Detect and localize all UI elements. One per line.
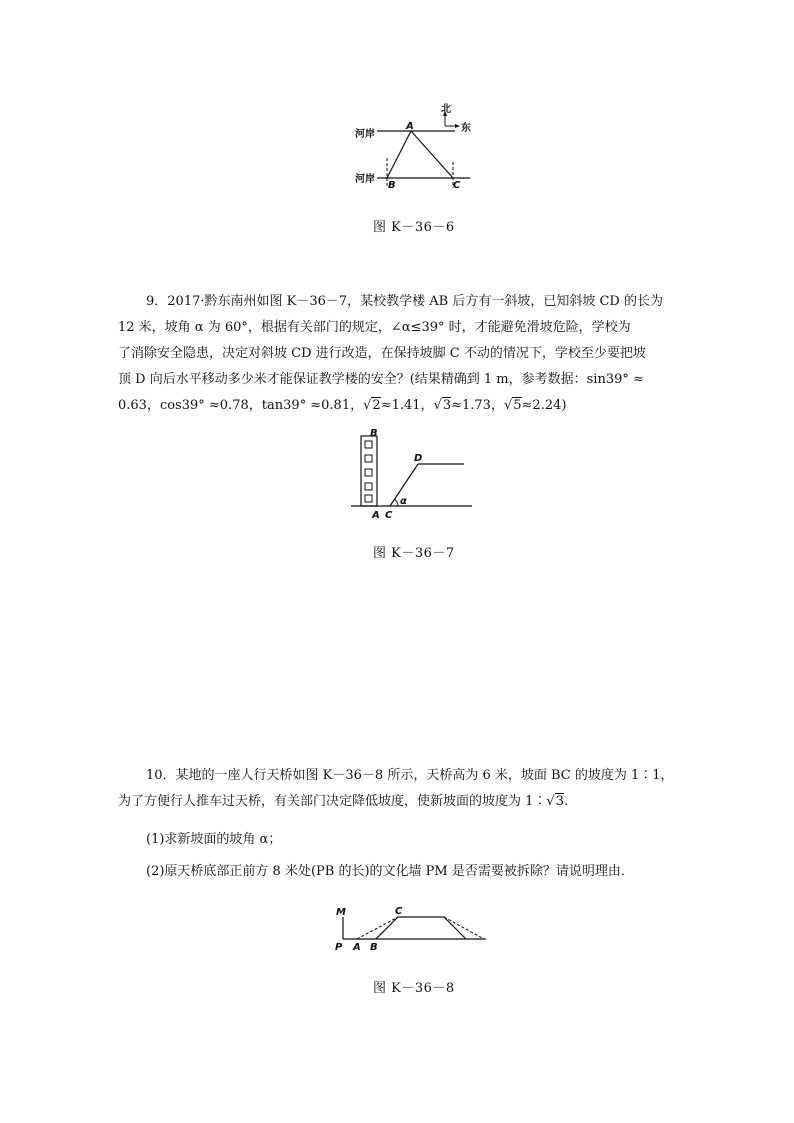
figure-k-36-7 <box>348 424 478 524</box>
new-slope-ac <box>357 917 398 939</box>
label-point-c: C <box>395 906 403 917</box>
slope-bc <box>376 917 398 939</box>
building-window <box>365 455 372 462</box>
figure-k-36-6 <box>355 100 495 195</box>
label-point-a: A <box>353 942 361 953</box>
label-east: 东 <box>461 123 471 134</box>
label-river-top: 河岸 <box>355 129 375 140</box>
q9-line-3: 了消除安全隐患，决定对斜坡 CD 进行改造，在保持坡脚 C 不动的情况下，学校至少要把坡 <box>118 346 646 361</box>
label-point-b: B <box>370 942 378 953</box>
label-point-b: B <box>370 428 378 439</box>
question-10 <box>118 763 718 815</box>
q10-line-1: 10．某地的一座人行天桥如图 K－36－8 所示，天桥高为 6 米，坡面 BC 的坡度为 1∶1， <box>146 768 674 783</box>
segment-ac <box>411 131 453 178</box>
new-slope-right <box>444 917 484 939</box>
figure-k-36-8-caption: 图 K－36－8 <box>373 981 455 996</box>
q10-part-1: (1)求新坡面的坡角 α； <box>146 832 282 847</box>
building-window <box>365 469 372 476</box>
q10-line-2: 为了方便行人推车过天桥，有关部门决定降低坡度，使新坡面的坡度为 1∶√3. <box>118 789 718 815</box>
q9-line-1: 9．2017·黔东南州如图 K－36－7，某校教学楼 AB 后方有一斜坡，已知斜坡 CD 的长为 <box>146 294 663 309</box>
label-north: 北 <box>441 104 451 115</box>
q9-line-4: 顶 D 向后水平移动多少米才能保证教学楼的安全？(结果精确到 1 m，参考数据：sin39° ≈ <box>118 372 644 387</box>
label-point-b: B <box>388 180 396 191</box>
label-point-c: C <box>385 510 393 521</box>
q9-line-5: 0.63，cos39° ≈0.78，tan39° ≈0.81，√2≈1.41，√3≈1.73，√5≈2.24) <box>118 393 718 419</box>
question-9 <box>118 289 718 419</box>
compass-east-head <box>455 124 460 128</box>
label-river-bottom: 河岸 <box>355 174 375 185</box>
label-point-a: A <box>372 510 380 521</box>
building-window <box>365 495 372 502</box>
q9-line-2: 12 米，坡角 α 为 60°，根据有关部门的规定，∠α≤39° 时，才能避免滑坡危险，学校为 <box>118 320 631 335</box>
q10-part-2: (2)原天桥底部正前方 8 米处(PB 的长)的文化墙 PM 是否需要被拆除？请说明理由． <box>146 864 634 879</box>
label-point-d: D <box>414 453 423 464</box>
segment-ab <box>387 131 411 178</box>
label-point-a: A <box>406 121 414 132</box>
label-point-p: P <box>335 942 343 953</box>
building-window <box>365 483 372 490</box>
sqrt-2: √2 <box>363 398 381 413</box>
sqrt-3: √3 <box>546 794 564 809</box>
label-angle-alpha: α <box>400 496 407 507</box>
label-point-m: M <box>336 907 346 918</box>
label-point-c: C <box>453 180 461 191</box>
building-window <box>365 441 372 448</box>
figure-k-36-8 <box>332 902 492 958</box>
slope-right <box>444 917 466 939</box>
figure-k-36-7-caption: 图 K－36－7 <box>373 546 455 561</box>
sqrt-5: √5 <box>503 398 522 413</box>
sqrt-3: √3 <box>433 398 452 413</box>
figure-k-36-6-caption: 图 K－36－6 <box>373 220 455 235</box>
